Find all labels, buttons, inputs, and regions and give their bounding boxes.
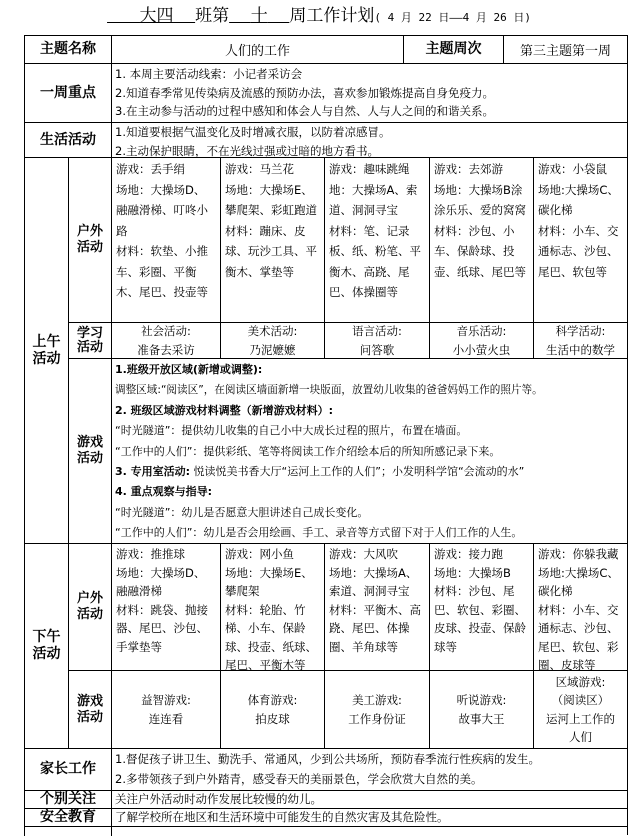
- game-line: 调整区域:“阅读区”，在阅读区墙面新增一块版面，放置幼儿收集的爸爸妈妈工作的照片等。: [115, 384, 543, 397]
- afternoon-label: [24, 543, 68, 748]
- morning-game-label-text: 游戏活动: [76, 435, 103, 466]
- study-name: 乃泥嬷嬷: [249, 342, 296, 357]
- parent-work-label: 家长工作: [24, 748, 111, 790]
- afternoon-game-thu: [429, 670, 533, 748]
- game-name: 工作身份证: [348, 711, 406, 726]
- game-line-text: 悦读悦美书香大厅“运河上工作的人们”；小发明科学馆“会流动的水”: [190, 465, 525, 479]
- game-name: 故事大王: [458, 711, 505, 726]
- afternoon-game-mon: [111, 670, 220, 748]
- game-name: 拍皮球: [255, 711, 290, 726]
- game-line: 2. 班级区域游戏材料调整（新增游戏材料）:: [115, 403, 334, 417]
- page-title: [0, 4, 638, 30]
- morning-study-label-text: 学习活动: [76, 325, 103, 355]
- study-type: 社会活动:: [141, 324, 191, 338]
- weekly-focus-item: 2.知道春季常见传染病及流感的预防办法，喜欢参加锻炼提高自身免疫力。: [115, 85, 494, 100]
- game-line-prefix: 3. 专用室活动:: [115, 465, 191, 479]
- individual-label: 个别关注: [24, 790, 111, 808]
- morning-outdoor-mon: 游戏：丢手绢 场地：大操场D、融融滑梯、叮咚小路 材料：软垫、小推车、彩圈、平衡木、尾巴、投壶等: [111, 157, 220, 322]
- clipped-row-content: [111, 826, 627, 836]
- game-line: 1.班级开放区域(新增或调整):: [115, 363, 263, 376]
- morning-outdoor-thu: 游戏：去郊游 场地：大操场B涂涂乐乐、爱的窝窝 材料：沙包、小车、保龄球、投壶、纸球、尾巴等: [429, 157, 533, 322]
- morning-study-wed: [324, 322, 429, 358]
- morning-game-label: [68, 358, 111, 543]
- afternoon-game-label: [68, 670, 111, 748]
- life-activity-item: 2.主动保护眼睛，不在光线过强或过暗的地方看书。: [115, 143, 379, 157]
- life-activity-content: [111, 122, 627, 157]
- game-type: 听说游戏:: [456, 693, 507, 707]
- afternoon-label-text: 下午活动: [32, 629, 61, 662]
- afternoon-game-fri: [533, 670, 627, 748]
- game-type: 体育游戏:: [247, 693, 298, 707]
- morning-outdoor-label-text: 户外活动: [76, 224, 103, 255]
- study-name: 准备去采访: [137, 342, 195, 357]
- weekly-focus-item: 1. 本周主要活动线索：小记者采访会: [115, 67, 303, 81]
- morning-outdoor-wed: 游戏：趣味跳绳 地：大操场A、索道、洞洞寻宝 材料：笔、记录板、纸、粉笔、平衡木、高跷、尾巴、体操圈等: [324, 157, 429, 322]
- game-line: “工作中的人们”：提供彩纸、笔等将阅读工作介绍绘本后的所知所感记录下来。: [115, 444, 501, 458]
- title-class-blank: 大四: [139, 6, 174, 26]
- afternoon-outdoor-label: [68, 543, 111, 670]
- morning-label: [24, 157, 68, 543]
- morning-study-mon: [111, 322, 220, 358]
- theme-name-label: 主题名称: [24, 35, 111, 63]
- study-name: 小小萤火虫: [452, 342, 511, 357]
- life-activity-item: 1.知道要根据气温变化及时增减衣服，以防着凉感冒。: [115, 125, 391, 139]
- afternoon-outdoor-thu: 游戏：接力跑 场地：大操场B 材料：沙包、尾巴、软包、彩圈、皮球、投壶、保龄球等: [429, 543, 533, 670]
- study-type: 音乐活动:: [456, 324, 507, 338]
- morning-label-text: 上午活动: [32, 333, 61, 367]
- morning-study-fri: [533, 322, 627, 358]
- game-name: 运河上工作的: [546, 711, 615, 726]
- study-type: 语言活动:: [352, 324, 402, 338]
- afternoon-outdoor-label-text: 户外活动: [76, 591, 103, 622]
- parent-work-item: 1.督促孩子讲卫生、勤洗手、常通风，少到公共场所，预防春季流行性疾病的发生。: [115, 752, 540, 766]
- game-type: 美工游戏:: [352, 693, 402, 707]
- afternoon-game-tue: [220, 670, 324, 748]
- study-type: 美术活动:: [247, 324, 298, 338]
- game-name: 连连看: [148, 711, 184, 726]
- game-area: （阅读区）: [551, 693, 610, 707]
- game-name-cont: 人们: [569, 730, 592, 744]
- individual-content: 关注户外活动时动作发展比较慢的幼儿。: [111, 790, 627, 808]
- study-type: 科学活动:: [555, 324, 606, 338]
- afternoon-outdoor-wed: 游戏：大风吹 场地：大操场A、索道、洞洞寻宝 材料：平衡木、高跷、尾巴、体操圈、羊角球等: [324, 543, 429, 670]
- life-activity-label: 生活活动: [24, 122, 111, 157]
- morning-outdoor-tue: 游戏：马兰花 场地：大操场E、攀爬架、彩虹跑道 材料：蹦床、皮球、玩沙工具、平衡木、掌垫等: [220, 157, 324, 322]
- theme-week-value: 第三主题第一周: [503, 35, 627, 63]
- weekly-focus-label: 一周重点: [24, 63, 111, 122]
- morning-study-label: [68, 322, 111, 358]
- title-week-blank: 十: [250, 6, 268, 26]
- parent-work-content: [111, 748, 627, 790]
- game-type: 益智游戏:: [141, 693, 191, 707]
- safety-content: 了解学校所在地区和生活环境中可能发生的自然灾害及其危险性。: [111, 808, 627, 826]
- morning-outdoor-label: [68, 157, 111, 322]
- theme-name-value: 人们的工作: [111, 35, 403, 63]
- game-line: “工作中的人们”：幼儿是否会用绘画、手工、录音等方式留下对于人们工作的人生。: [115, 526, 523, 540]
- game-type: 区域游戏:: [555, 674, 606, 689]
- afternoon-outdoor-tue: 游戏：网小鱼 场地：大操场E、攀爬架 材料：轮胎、竹梯、小车、保龄球、投壶、纸球、尾巴、平衡木等: [220, 543, 324, 670]
- afternoon-outdoor-fri: 游戏：你躲我藏 场地:大操场C、碳化梯 材料：小车、交通标志、沙包、尾巴、软包、彩圈、皮球等: [533, 543, 627, 670]
- study-name: 问答歌: [359, 342, 395, 357]
- clipped-row-label: [24, 826, 111, 836]
- afternoon-game-label-text: 游戏活动: [76, 693, 103, 725]
- parent-work-item: 2.多带领孩子到户外踏青，感受春天的美丽景色，学会欣赏大自然的美。: [115, 771, 483, 786]
- title-part2: 周工作计划: [289, 6, 375, 26]
- safety-label: 安全教育: [24, 808, 111, 826]
- game-line: [115, 462, 624, 482]
- title-part1: 班第: [195, 6, 230, 26]
- weekly-focus-content: [111, 63, 627, 122]
- theme-week-label: 主题周次: [403, 35, 503, 63]
- study-name: 生活中的数学: [546, 342, 615, 357]
- weekly-focus-item: 3.在主动参与活动的过程中感知和体会人与自然、人与人之间的和谐关系。: [115, 104, 494, 118]
- afternoon-outdoor-mon: 游戏：推推球 场地：大操场D、融融滑梯 材料：跳袋、抛接器、尾巴、沙包、手掌垫等: [111, 543, 220, 670]
- game-line: 4. 重点观察与指导:: [115, 485, 213, 499]
- game-line: “时光隧道”：提供幼儿收集的自己小中大成长过程的照片，布置在墙面。: [115, 424, 468, 438]
- morning-study-thu: [429, 322, 533, 358]
- morning-game-content: [111, 358, 627, 543]
- title-date-range: ( 4 月 22 日——4 月 26 日): [374, 11, 531, 24]
- morning-study-tue: [220, 322, 324, 358]
- game-line: “时光隧道”：幼儿是否愿意大胆讲述自己成长变化。: [115, 505, 369, 519]
- afternoon-game-wed: [324, 670, 429, 748]
- morning-outdoor-fri: 游戏：小袋鼠 场地:大操场C、碳化梯 材料：小车、交通标志、沙包、尾巴、软包等: [533, 157, 627, 322]
